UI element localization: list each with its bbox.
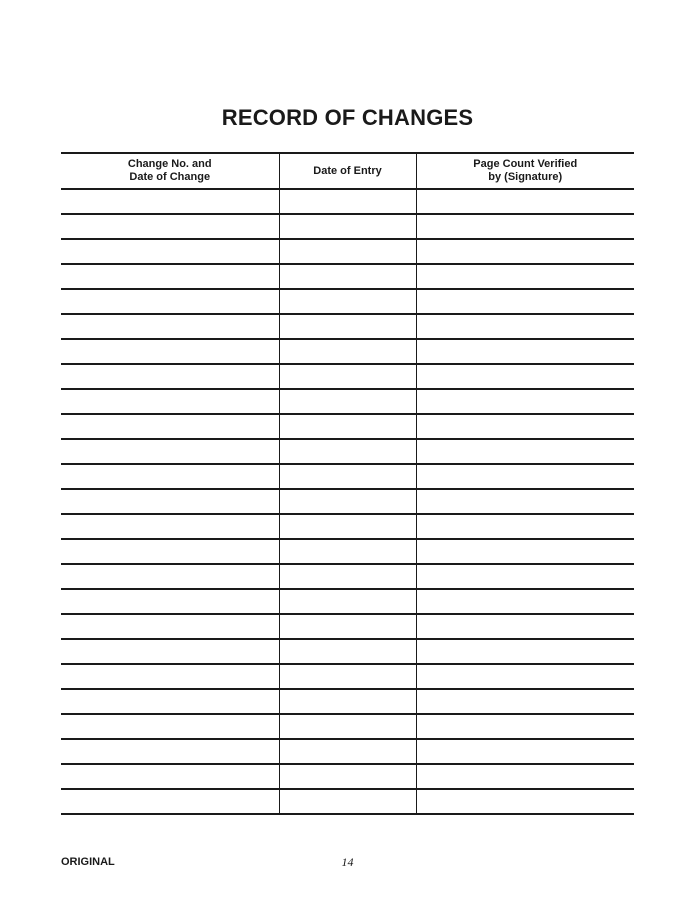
blank-entry-cell	[416, 414, 634, 439]
table-row	[61, 439, 634, 464]
blank-entry-cell	[61, 739, 279, 764]
blank-entry-cell	[61, 514, 279, 539]
table-row	[61, 464, 634, 489]
blank-entry-cell	[61, 214, 279, 239]
blank-entry-cell	[279, 464, 416, 489]
blank-entry-cell	[416, 689, 634, 714]
table-row	[61, 364, 634, 389]
header-page-count-line-2: by (Signature)	[488, 171, 563, 183]
blank-entry-cell	[279, 214, 416, 239]
table-body	[61, 189, 634, 814]
table-row	[61, 614, 634, 639]
footer-page-number: 14	[341, 855, 354, 869]
blank-entry-cell	[61, 289, 279, 314]
blank-entry-cell	[61, 189, 279, 214]
blank-entry-cell	[416, 614, 634, 639]
blank-entry-cell	[279, 264, 416, 289]
blank-entry-cell	[279, 239, 416, 264]
blank-entry-cell	[279, 564, 416, 589]
header-page-count-verified	[416, 153, 634, 189]
blank-entry-cell	[416, 714, 634, 739]
blank-entry-cell	[416, 264, 634, 289]
blank-entry-cell	[416, 739, 634, 764]
blank-entry-cell	[416, 764, 634, 789]
blank-entry-cell	[61, 339, 279, 364]
header-change-no-line-2: Date of Change	[129, 171, 211, 183]
table-row	[61, 589, 634, 614]
blank-entry-cell	[279, 614, 416, 639]
blank-entry-cell	[416, 514, 634, 539]
blank-entry-cell	[416, 289, 634, 314]
table-row	[61, 564, 634, 589]
table-row	[61, 314, 634, 339]
header-date-of-entry	[279, 153, 416, 189]
blank-entry-cell	[416, 364, 634, 389]
blank-entry-cell	[279, 389, 416, 414]
blank-entry-cell	[416, 214, 634, 239]
blank-entry-cell	[279, 414, 416, 439]
blank-entry-cell	[279, 739, 416, 764]
blank-entry-cell	[279, 539, 416, 564]
blank-entry-cell	[416, 239, 634, 264]
header-date-of-entry-line-1: Date of Entry	[313, 164, 382, 177]
blank-entry-cell	[416, 564, 634, 589]
blank-entry-cell	[279, 689, 416, 714]
blank-entry-cell	[279, 714, 416, 739]
blank-entry-cell	[416, 464, 634, 489]
blank-entry-cell	[279, 364, 416, 389]
table-row	[61, 714, 634, 739]
blank-entry-cell	[279, 789, 416, 814]
table-row	[61, 689, 634, 714]
header-page-count-line-1: Page Count Verified	[473, 158, 578, 170]
blank-entry-cell	[279, 439, 416, 464]
record-of-changes-table	[61, 152, 634, 815]
blank-entry-cell	[61, 564, 279, 589]
table-row	[61, 739, 634, 764]
table-row	[61, 189, 634, 214]
blank-entry-cell	[416, 639, 634, 664]
blank-entry-cell	[416, 314, 634, 339]
blank-entry-cell	[279, 639, 416, 664]
table-row	[61, 764, 634, 789]
blank-entry-cell	[61, 439, 279, 464]
blank-entry-cell	[61, 239, 279, 264]
blank-entry-cell	[416, 664, 634, 689]
blank-entry-cell	[416, 389, 634, 414]
blank-entry-cell	[416, 439, 634, 464]
table-row	[61, 414, 634, 439]
table-row	[61, 339, 634, 364]
blank-entry-cell	[279, 314, 416, 339]
table-row	[61, 264, 634, 289]
blank-entry-cell	[61, 714, 279, 739]
table-row	[61, 239, 634, 264]
blank-entry-cell	[416, 539, 634, 564]
blank-entry-cell	[61, 414, 279, 439]
table-row	[61, 214, 634, 239]
blank-entry-cell	[279, 764, 416, 789]
blank-entry-cell	[279, 664, 416, 689]
blank-entry-cell	[279, 189, 416, 214]
blank-entry-cell	[279, 514, 416, 539]
blank-entry-cell	[61, 764, 279, 789]
header-change-no-line-1: Change No. and	[127, 158, 212, 170]
blank-entry-cell	[279, 489, 416, 514]
blank-entry-cell	[416, 789, 634, 814]
blank-entry-cell	[61, 589, 279, 614]
table-row	[61, 389, 634, 414]
table-row	[61, 489, 634, 514]
blank-entry-cell	[61, 664, 279, 689]
blank-entry-cell	[61, 264, 279, 289]
blank-entry-cell	[61, 389, 279, 414]
header-change-no	[61, 153, 279, 189]
blank-entry-cell	[416, 189, 634, 214]
table-row	[61, 289, 634, 314]
blank-entry-cell	[61, 789, 279, 814]
blank-entry-cell	[279, 339, 416, 364]
table-row	[61, 789, 634, 814]
table-row	[61, 639, 634, 664]
table-row	[61, 664, 634, 689]
footer-original-label: ORIGINAL	[61, 856, 115, 868]
blank-entry-cell	[61, 539, 279, 564]
blank-entry-cell	[279, 289, 416, 314]
blank-entry-cell	[61, 314, 279, 339]
blank-entry-cell	[416, 489, 634, 514]
page-title: RECORD OF CHANGES	[221, 105, 474, 130]
table-row	[61, 539, 634, 564]
blank-entry-cell	[61, 639, 279, 664]
table-header-row	[61, 153, 634, 189]
blank-entry-cell	[61, 689, 279, 714]
blank-entry-cell	[61, 614, 279, 639]
blank-entry-cell	[279, 589, 416, 614]
table-row	[61, 514, 634, 539]
blank-entry-cell	[61, 489, 279, 514]
blank-entry-cell	[61, 464, 279, 489]
blank-entry-cell	[61, 364, 279, 389]
blank-entry-cell	[416, 589, 634, 614]
blank-entry-cell	[416, 339, 634, 364]
